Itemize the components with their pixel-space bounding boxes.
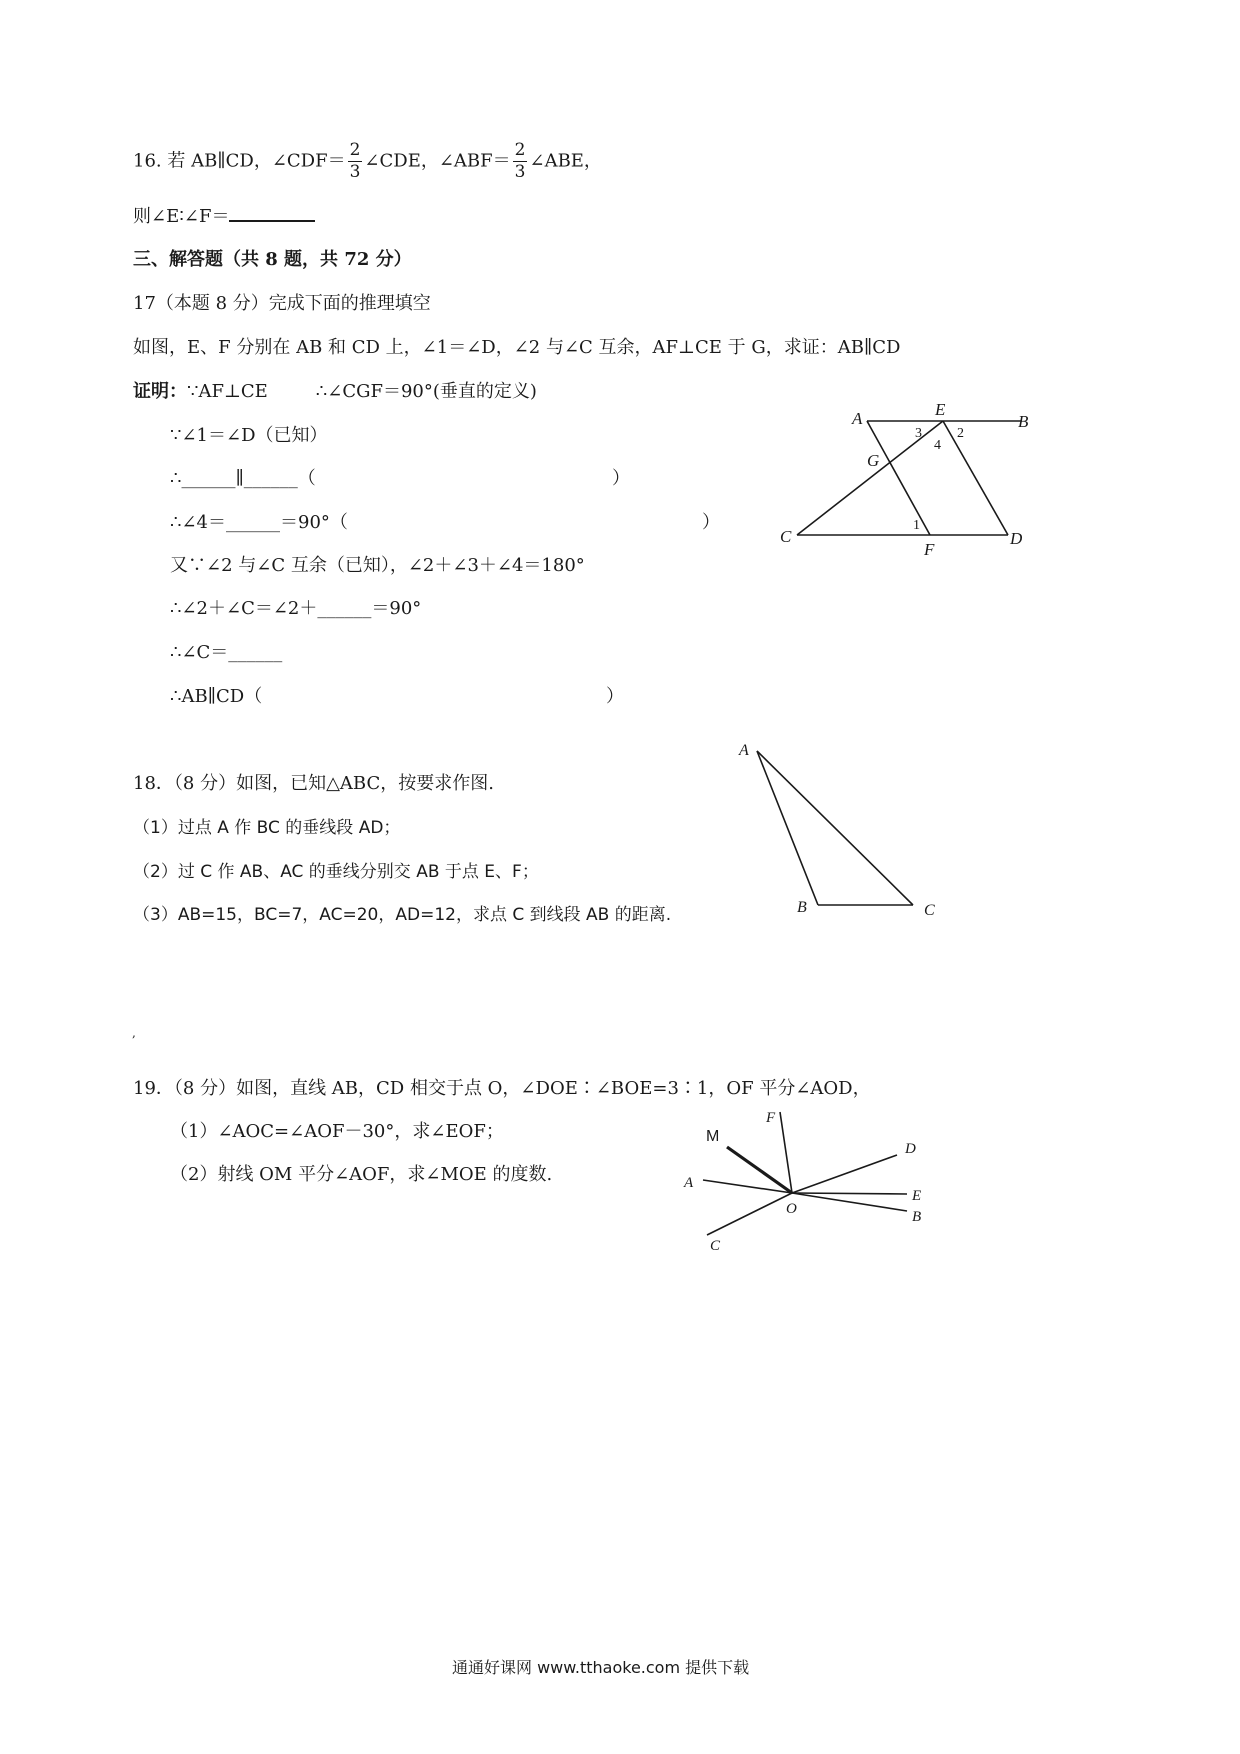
q16-answer-blank bbox=[229, 204, 315, 222]
label-F: F bbox=[766, 1110, 776, 1126]
q16-frac1-denominator: 3 bbox=[349, 162, 361, 182]
q18-item2: （2）过 C 作 AB、AC 的垂线分别交 AB 于点 E、F； bbox=[133, 862, 539, 882]
q17-statement: 如图，E、F 分别在 AB 和 CD 上，∠1＝∠D，∠2 与∠C 互余，AF⊥CE 于 G，求证：AB∥CD bbox=[133, 337, 901, 358]
label-F: F bbox=[924, 540, 935, 559]
q17-step3-close: ） bbox=[702, 512, 720, 533]
label-C: C bbox=[924, 902, 935, 919]
section-heading: 三、解答题（共 8 题，共 72 分） bbox=[133, 249, 412, 270]
label-E: E bbox=[912, 1188, 922, 1204]
q17-step1: ∵∠1＝∠D（已知） bbox=[170, 425, 328, 446]
q17-proof-label: 证明： bbox=[133, 381, 187, 402]
q17-figure bbox=[770, 395, 1070, 565]
label-B: B bbox=[1018, 412, 1029, 431]
label-B: B bbox=[797, 899, 807, 916]
q17-proof-line1-a: ∵AF⊥CE bbox=[187, 381, 268, 402]
q17-step7-close: ） bbox=[606, 686, 624, 707]
ray-OM bbox=[727, 1147, 792, 1193]
label-A: A bbox=[739, 742, 749, 759]
q17-step7: ∴AB∥CD（ bbox=[170, 686, 263, 707]
label-angle-3: 3 bbox=[915, 426, 922, 441]
q17-step2-close: ） bbox=[612, 468, 630, 489]
q19-item1: （1）∠AOC=∠AOF－30°，求∠EOF； bbox=[170, 1121, 504, 1142]
label-C: C bbox=[710, 1238, 721, 1254]
q16-frac1-numerator: 2 bbox=[349, 140, 361, 160]
label-A: A bbox=[684, 1175, 694, 1191]
line-ED bbox=[943, 421, 1008, 535]
q16-line2 bbox=[133, 202, 315, 228]
label-G: G bbox=[867, 451, 880, 470]
q16-line1 bbox=[133, 142, 602, 181]
q19-lines-figure bbox=[670, 1100, 950, 1260]
q16-fraction-2 bbox=[513, 142, 528, 181]
label-angle-4: 4 bbox=[934, 438, 941, 453]
q17-step3: ∴∠4＝______＝90°（ bbox=[170, 512, 348, 533]
ray-OF bbox=[780, 1112, 792, 1193]
q17-step5: ∴∠2＋∠C＝∠2＋______＝90° bbox=[170, 598, 422, 619]
page-footer: 通通好课网 www.tthaoke.com 提供下载 bbox=[452, 1658, 750, 1677]
q18-title: 18．（8 分）如图，已知△ABC，按要求作图. bbox=[133, 773, 494, 794]
q16-frac2-numerator: 2 bbox=[514, 140, 526, 160]
label-D: D bbox=[905, 1141, 916, 1157]
q16-prefix: 16. 若 AB∥CD，∠CDF＝ bbox=[133, 150, 346, 172]
ray-OD bbox=[792, 1155, 897, 1193]
label-C: C bbox=[780, 527, 792, 546]
ray-OB bbox=[792, 1193, 907, 1211]
q16-suffix: ∠ABE， bbox=[529, 150, 602, 172]
q16-fraction-1 bbox=[348, 142, 363, 181]
q17-title: 17（本题 8 分）完成下面的推理填空 bbox=[133, 293, 431, 314]
q17-step2: ∴______∥______（ bbox=[170, 468, 316, 489]
label-O: O bbox=[786, 1201, 797, 1217]
label-A: A bbox=[852, 409, 863, 428]
ray-OE bbox=[792, 1193, 907, 1194]
ray-OC bbox=[707, 1193, 792, 1235]
q16-frac2-denominator: 3 bbox=[514, 162, 526, 182]
label-B: B bbox=[912, 1209, 922, 1225]
stray-mark: , bbox=[132, 1026, 136, 1040]
label-D: D bbox=[1010, 529, 1023, 548]
q19-item2: （2）射线 OM 平分∠AOF，求∠MOE 的度数. bbox=[170, 1164, 553, 1185]
label-M: M bbox=[706, 1128, 720, 1145]
segment-AC bbox=[757, 751, 913, 905]
segment-AB bbox=[757, 751, 818, 905]
q18-triangle-figure bbox=[730, 735, 950, 925]
label-angle-2: 2 bbox=[957, 426, 964, 441]
q18-item3: （3）AB=15，BC=7，AC=20，AD=12，求点 C 到线段 AB 的距离. bbox=[133, 905, 672, 925]
q16-line2-text: 则∠E∶∠F＝ bbox=[133, 206, 230, 227]
q17-proof-line1 bbox=[133, 377, 537, 403]
label-E: E bbox=[935, 400, 946, 419]
q17-step4: 又∵∠2 与∠C 互余（已知），∠2＋∠3＋∠4＝180° bbox=[170, 555, 585, 576]
q17-proof-line1-b: ∴∠CGF＝90°(垂直的定义) bbox=[315, 381, 537, 402]
label-angle-1: 1 bbox=[913, 518, 920, 533]
q17-step6: ∴∠C＝______ bbox=[170, 642, 283, 663]
q19-title: 19．（8 分）如图，直线 AB，CD 相交于点 O，∠DOE∶∠BOE=3∶1，OF 平分∠AOD， bbox=[133, 1078, 871, 1099]
q16-mid: ∠CDE，∠ABF＝ bbox=[364, 150, 511, 172]
q18-item1: （1）过点 A 作 BC 的垂线段 AD； bbox=[133, 818, 401, 838]
